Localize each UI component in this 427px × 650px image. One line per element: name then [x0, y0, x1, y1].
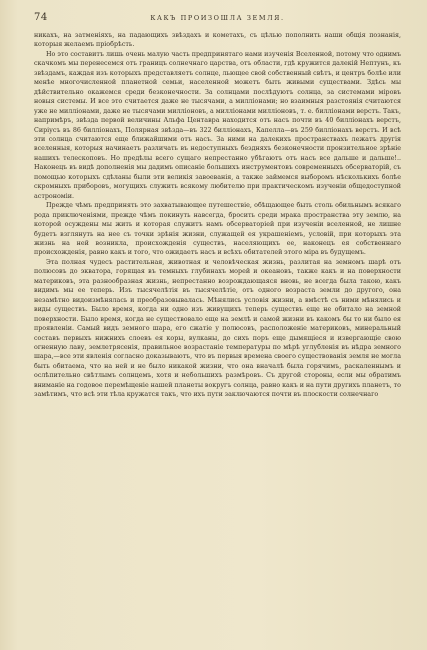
running-title: КАКЪ ПРОИЗОШЛА ЗЕМЛЯ.	[150, 14, 285, 22]
page-body	[34, 31, 401, 400]
page-number: 74	[34, 12, 48, 23]
paragraph: Прежде чѣмъ предпринять это захватывающее путешествіе, обѣщающее быть столь обильнымъ всякаго рода приключеніями, прежде чѣмъ покинуть навсегда, бросить среди мрака пространства эту землю, на которой осуждены мы жить и которая служитъ намъ обсерваторіей при изученіи вселенной, не лишне будетъ взглянуть на нее съ точки зрѣнія жизни, служащей ея украшеніемъ, условій, при которыхъ эта жизнь на ней возникла, происхожденія существъ, населяющихъ ее, наконецъ ея собственнаго происхожденія, равно какъ и того, что ожидаетъ насъ и всѣхъ обитателей этого міра въ будущемъ.	[34, 202, 401, 257]
page-header	[34, 12, 401, 26]
paragraph: Эта полная чудесъ растительная, животная и человѣческая жизнь, разлитая на земномъ шарѣ отъ полюсовъ до экватора, горящая въ темныхъ глубинахъ морей и океановъ, также какъ и на поверхности материковъ, эта разнообразная жизнь, непрестанно возрождающаяся вновь, не всегда была такою, какъ видимъ мы ее теперь. Изъ тысячелѣтія въ тысячелѣтіе, отъ одного возраста земли до другого, она незамѣтно видоизмѣнялась и преобразовывалась. Мѣнялись условія жизни, а вмѣстѣ съ ними мѣнялись и виды существъ. Было время, когда ни одно изъ живущихъ теперь существъ еще не обитало на земной поверхности. Было время, когда не существовало еще на землѣ и самой жизни въ какомъ бы то ни было ея проявленіи. Самый видъ земного шара, его сжатіе у полюсовъ, расположеніе материковъ, минеральный составъ первыхъ нижнихъ слоевъ ея коры, вулканы, до сихъ поръ еще дымящіеся и извергающіе свою огненную лаву, землетрясенія, правильное возрастаніе температуры по мѣрѣ углубленія въ нѣдра земного шара,—все эти явленія согласно доказываютъ, что въ первыя времена своего существованія земля не могла быть обитаема, что на ней и не было никакой жизни, что она вначалѣ была горячимъ, раскаленнымъ и ослѣпительно свѣтлымъ солнцемъ, хотя и небольшихъ размѣровъ. Съ другой стороны, если мы обратимъ вниманіе на годовое перемѣщеніе нашей планеты вокругъ солнца, равно какъ и на пути другихъ планетъ, то замѣтимъ, что всѣ эти тѣла кружатся такъ, что ихъ пути заключаются почти въ плоскости солнечнаго	[34, 258, 401, 399]
paragraph: Но это составитъ лишь очень малую часть предпринятаго нами изученія Вселенной, потому что однимъ скачкомъ мы перенесемся отъ границъ солнечнаго царства, отъ области, гдѣ кружится далекій Нептунъ, къ звѣздамъ, каждая изъ которыхъ представляетъ солнце, льющее свой собственный свѣтъ, и центръ болѣе или менѣе многочисленной планетной семьи, населенной можетъ быть живыми существами. Здѣсь мы дѣйствительно окажемся среди безконечности. За солнцами послѣдуютъ солнца, за системами міровъ новыя системы. И все это считается даже не тысячами, а милліонами; но взаимныя разстоянія считаются уже не милліонами, даже не тысячами милліоновъ, а милліонами милліоновъ, т. е. билліонами верстъ. Такъ, напримѣръ, звѣзда первой величины Альфа Центавра находится отъ насъ почти въ 40 билліонахъ верстъ, Сиріусъ въ 86 билліонахъ, Полярная звѣзда—въ 322 билліонахъ, Капелла—въ 259 билліонахъ верстъ. И всѣ эти солнца считаются еще ближайшими отъ насъ. За ними на далекихъ пространствахъ лежатъ другія вселенныя, которыя начинаетъ различать въ недоступныхъ бездняхъ безконечности пронзительное зрѣніе нашихъ телескоповъ. Но предѣлы всего сущаго непрестанно убѣгаютъ отъ насъ все дальше и дальше!.. Наконецъ въ видѣ дополненія мы дадимъ описаніе большихъ инструментовъ современныхъ обсерваторій, съ помощью которыхъ сдѣланы были эти великія завоеванія, а также займемся выборомъ нѣсколькихъ болѣе скромныхъ приборовъ, могущихъ служить всякому любителю при практическомъ изученіи общедоступной астрономіи.	[34, 50, 401, 200]
paragraph-continuation: никахъ, на затменіяхъ, на падающихъ звѣздахъ и кометахъ, съ цѣлью пополнить наши общія познанія, которыя желаемъ пріобрѣсть.	[34, 32, 401, 49]
